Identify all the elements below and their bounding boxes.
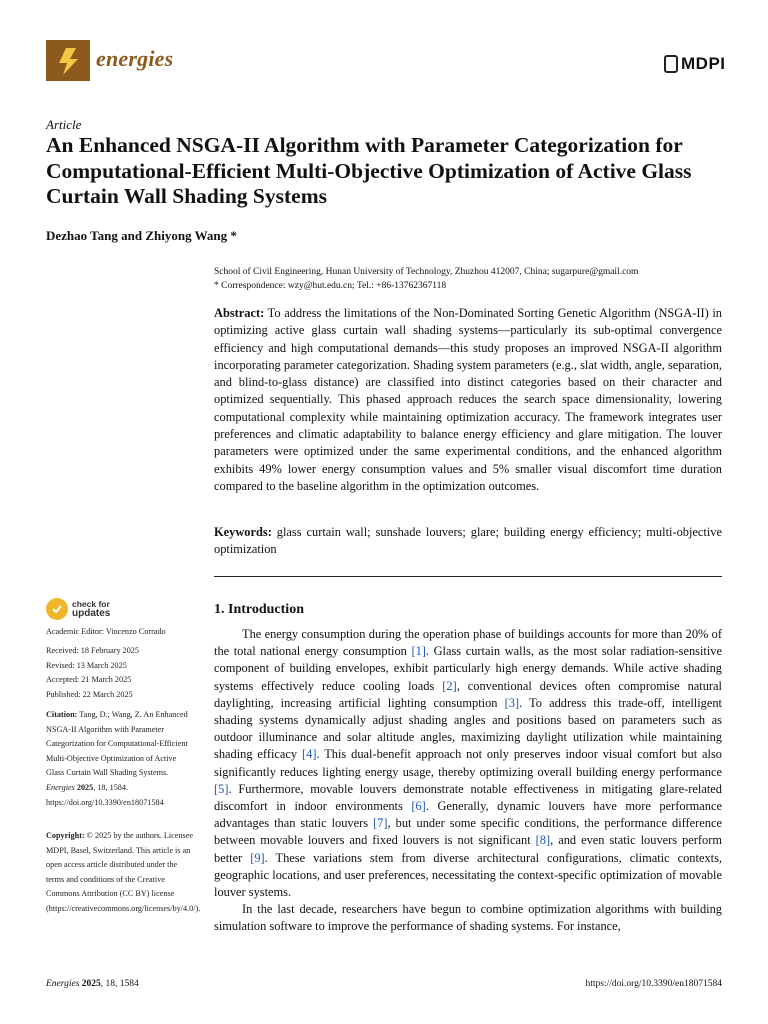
text-run: . Generally, dynamic louvers have more performance advantages than static louvers (214, 799, 722, 831)
text-run: . This dual-benefit approach not only preserves indoor visual comfort but also significantly reduces lighting energy usage, thereby optimizing overall building energy performance (214, 747, 723, 779)
footer-doi[interactable]: https://doi.org/10.3390/en18071584 (585, 979, 722, 989)
section-heading: 1. Introduction (214, 602, 304, 617)
text-run: . Furthermore, movable louvers demonstrate notable effectiveness in mitigating glare-related discomfort in indoor environments (214, 781, 722, 814)
abstract (214, 305, 722, 495)
journal-logo (46, 40, 90, 81)
checkmark-icon (46, 598, 68, 620)
citation (46, 708, 196, 810)
keywords-text: glass curtain wall; sunshade louvers; glare; building energy efficiency; multi-objective optimization (214, 525, 722, 557)
text-run: . These variations stem from diverse architectural configurations, climatic contexts, geographic locations, and user preferences, necessitating the context-specific optimization of movable louver systems. (214, 850, 723, 900)
published-date: Published: 22 March 2025 (46, 689, 133, 699)
abstract-label: Abstract: (214, 306, 265, 320)
paragraph (214, 626, 722, 901)
footer-journal: Energies (46, 979, 80, 989)
revised-date: Revised: 13 March 2025 (46, 660, 127, 670)
abstract-text: To address the limitations of the Non-Dominated Sorting Genetic Algorithm (NSGA-II) in optimizing active glass curtain wall shading systems—particularly its sub-optimal convergence efficiency and high computational demands—this study proposes an improved NSGA-II algorithm incorporating parameter categorization. Shading system parameters (e.g., slat width, angle, separation, and blind-to-glass distance) are classified into distinct categories based on their character and optimized sequentially. This phased approach reduces the search space dimensionality, lowering computational complexity while maintaining optimization accuracy. The framework integrates user preferences and climatic adaptability to balance energy efficiency and glare mitigation. The louver parameters were optimized under the same experimental conditions, and the enhanced algorithm exhibits 49% lower energy consumption values and 5% smaller visual discomfort time duration compared to the baseline algorithm in the optimization outcomes. (214, 306, 723, 493)
copyright-text: © 2025 by the authors. Licensee MDPI, Basel, Switzerland. This article is an open access article distributed under the terms and conditions of the Creative Commons Attribution (CC BY) license (https://creativecommons.org/licenses/by/4.0/). (46, 831, 201, 913)
publisher-hex-icon (664, 55, 678, 73)
article-title: An Enhanced NSGA-II Algorithm with Parameter Categorization for Computational-Efficient Multi-Objective Optimization of Active Glass Curtain Wall Shading Systems (46, 133, 692, 208)
text-run: The energy consumption during the operation phase of buildings accounts for more than 20% of the total national energy consumption (214, 627, 722, 659)
journal-name: energies (96, 46, 174, 71)
text-run: . Glass curtain walls, as the most solar radiation-sensitive component of building envelopes, exhibit particularly high energy demands. While active shading systems effectively reduce cooling loads (214, 644, 722, 693)
lightning-icon (46, 40, 90, 81)
affiliation: School of Civil Engineering, Hunan University of Technology, Zhuzhou 412007, China; sugarpure@gmail.com (214, 267, 639, 277)
history-dates (46, 644, 196, 702)
section-divider (214, 576, 722, 577)
correspondence: * Correspondence: wzy@hut.edu.cn; Tel.: +86-13762367118 (214, 281, 447, 291)
footer-year: 2025 (81, 979, 101, 989)
citation-rest[interactable]: , 18, 1584. https://doi.org/10.3390/en18071584 (46, 782, 164, 807)
footer-citation (46, 979, 139, 989)
reference-link[interactable]: [5] (214, 781, 229, 796)
keywords-label: Keywords: (214, 525, 272, 539)
citation-year: 2025 (76, 782, 94, 792)
text-run: , but under some specific conditions, the performance difference between movable louvers and fixed louvers is not significant (214, 816, 722, 848)
citation-journal: Energies (46, 782, 75, 792)
keywords (214, 524, 722, 559)
reference-link[interactable]: [6] (411, 799, 426, 814)
paragraph: In the last decade, researchers have begun to combine optimization algorithms with building simulation software to improve the performance of shading systems. For instance, (214, 902, 722, 934)
citation-text: Tang, D.; Wang, Z. An Enhanced NSGA-II Algorithm with Parameter Categorization for Computational-Efficient Multi-Objective Optimization of Active Glass Curtain Wall Shading Systems. (46, 710, 188, 778)
text-run: , and even static louvers perform better (214, 833, 722, 865)
check-for-updates-badge[interactable] (46, 598, 110, 620)
text-run: , conventional devices often compromise natural daylighting, increasing artificial lighting consumption (214, 678, 722, 710)
footer-volume: , 18, 1584 (100, 979, 139, 989)
reference-link[interactable]: [7] (373, 816, 388, 831)
check-updates-line1: check for (72, 599, 110, 609)
reference-link[interactable]: [3] (504, 695, 520, 710)
copyright-label: Copyright: (46, 831, 85, 840)
text-run: . To address this trade-off, intelligent shading systems dynamically adjust shading angles and positions based on parameters such as outdoor illuminance and solar altitude angles, maximizing daylight utilization while maintaining shading efficacy (214, 695, 722, 762)
reference-link[interactable]: [4] (302, 747, 317, 762)
citation-label: Citation: (46, 710, 78, 719)
received-date: Received: 18 February 2025 (46, 646, 139, 655)
article-type: Article (46, 117, 82, 132)
reference-link[interactable]: [2] (442, 678, 457, 693)
accepted-date: Accepted: 21 March 2025 (46, 675, 132, 685)
check-updates-line2: updates (72, 608, 111, 619)
publisher-name: MDPI (681, 54, 726, 73)
introduction-body (214, 626, 722, 936)
copyright (46, 829, 201, 917)
reference-link[interactable]: [1] (411, 644, 426, 659)
author-list: Dezhao Tang and Zhiyong Wang * (46, 228, 237, 243)
reference-link[interactable]: [9] (250, 850, 265, 865)
affiliation-block (214, 265, 638, 293)
publisher-logo (664, 51, 726, 77)
reference-link[interactable]: [8] (535, 833, 551, 848)
academic-editor: Academic Editor: Vincenzo Corrado (46, 627, 166, 636)
